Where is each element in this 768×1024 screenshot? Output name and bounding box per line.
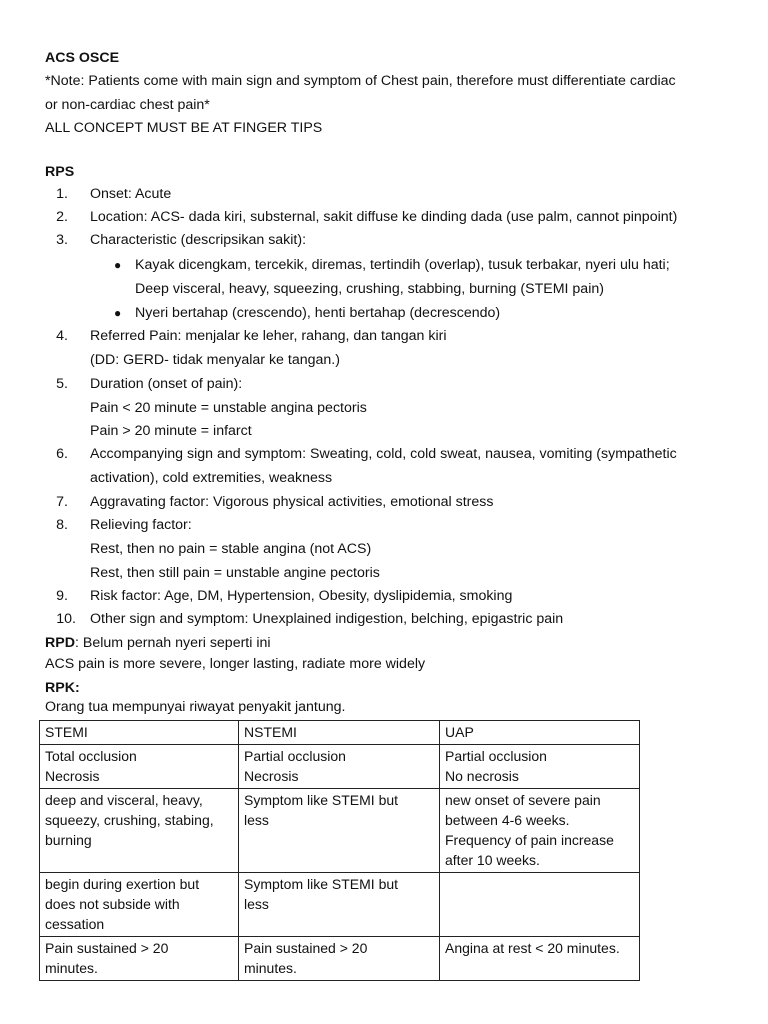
cell-line: Symptom like STEMI but (244, 876, 399, 892)
document-title: ACS OSCE (45, 50, 120, 66)
acs-pain-line: ACS pain is more severe, longer lasting, radiate more widely (45, 656, 426, 672)
cell-line: burning (45, 832, 92, 848)
list-item-text: Other sign and symptom: Unexplained indigestion, belching, epigastric pain (90, 611, 564, 627)
table-row (40, 873, 640, 937)
cell-line: between 4-6 weeks. (445, 812, 570, 828)
cell-line: less (244, 812, 269, 828)
list-number: 10. (56, 611, 76, 627)
cell-line: minutes. (244, 960, 297, 976)
cell-line: Necrosis (244, 768, 299, 784)
cell-line: Necrosis (45, 768, 100, 784)
cell-line: Partial occlusion (445, 748, 547, 764)
cell-line: deep and visceral, heavy, (45, 792, 203, 808)
cell-line: No necrosis (445, 768, 519, 784)
rpd-line (45, 636, 271, 650)
list-item-text: Accompanying sign and symptom: Sweating, cold, cold sweat, nausea, vomiting (sympathetic (90, 446, 677, 462)
list-number: 5. (56, 376, 68, 392)
rpk-text: Orang tua mempunyai riwayat penyakit jantung. (45, 699, 346, 715)
list-item-text: Onset: Acute (90, 186, 172, 202)
bullet-icon: ● (114, 258, 122, 272)
table-cell (40, 745, 239, 789)
list-item-text: Aggravating factor: Vigorous physical activities, emotional stress (90, 494, 494, 510)
table-cell (40, 937, 239, 981)
list-item-text: Rest, then still pain = unstable angine pectoris (90, 565, 380, 581)
bullet-text: Deep visceral, heavy, squeezing, crushing, stabbing, burning (STEMI pain) (135, 281, 604, 297)
table-row (40, 745, 640, 789)
table-cell (440, 745, 640, 789)
list-item-text: (DD: GERD- tidak menyalar ke tangan.) (90, 352, 340, 368)
table-cell (440, 789, 640, 873)
table-cell (239, 937, 440, 981)
header-cell-stemi: STEMI (40, 721, 239, 745)
list-number: 9. (56, 588, 68, 604)
rpd-label: RPD (45, 635, 75, 651)
list-item-text: Referred Pain: menjalar ke leher, rahang, dan tangan kiri (90, 328, 447, 344)
list-item-text: Relieving factor: (90, 517, 192, 533)
cell-line: minutes. (45, 960, 98, 976)
table-cell (40, 789, 239, 873)
note-line-1: *Note: Patients come with main sign and symptom of Chest pain, therefore must differentiate cardiac (45, 73, 676, 89)
list-item-text: Risk factor: Age, DM, Hypertension, Obesity, dyslipidemia, smoking (90, 588, 513, 604)
bullet-text: Kayak dicengkam, tercekik, diremas, tertindih (overlap), tusuk terbakar, nyeri ulu hati; (135, 257, 670, 273)
header-cell-uap: UAP (440, 721, 640, 745)
table-cell-empty (440, 873, 640, 937)
cell-line: after 10 weeks. (445, 852, 540, 868)
table-cell (239, 745, 440, 789)
list-item-text: Pain < 20 minute = unstable angina pectoris (90, 400, 367, 416)
bullet-text: Nyeri bertahap (crescendo), henti bertahap (decrescendo) (135, 305, 501, 321)
table-row (40, 937, 640, 981)
list-item-text: Rest, then no pain = stable angina (not ACS) (90, 541, 372, 557)
cell-line: less (244, 896, 269, 912)
cell-line: Pain sustained > 20 (244, 940, 368, 956)
list-item-text: Characteristic (descripsikan sakit): (90, 232, 307, 248)
cell-line: Partial occlusion (244, 748, 346, 764)
table-cell (40, 873, 239, 937)
list-item-text: Duration (onset of pain): (90, 376, 243, 392)
list-number: 6. (56, 446, 68, 462)
list-number: 3. (56, 232, 68, 248)
concept-line: ALL CONCEPT MUST BE AT FINGER TIPS (45, 120, 323, 136)
comparison-table (39, 720, 640, 981)
table-cell (440, 937, 640, 981)
cell-line: does not subside with (45, 896, 180, 912)
cell-line: Frequency of pain increase (445, 832, 614, 848)
cell-line: Angina at rest < 20 minutes. (445, 940, 620, 956)
list-number: 8. (56, 517, 68, 533)
rps-heading: RPS (45, 164, 75, 180)
list-item-text: Location: ACS- dada kiri, substernal, sakit diffuse ke dinding dada (use palm, cannot pinpoint) (90, 209, 678, 225)
cell-line: Pain sustained > 20 (45, 940, 169, 956)
table-cell (239, 789, 440, 873)
rpd-text: : Belum pernah nyeri seperti ini (74, 635, 271, 651)
rpk-colon: : (74, 680, 80, 696)
list-item-text: activation), cold extremities, weakness (90, 470, 333, 486)
table-cell (239, 873, 440, 937)
rpk-label: RPK (45, 680, 75, 696)
cell-line: new onset of severe pain (445, 792, 601, 808)
bullet-icon: ● (114, 306, 122, 320)
rpk-line (45, 681, 80, 695)
cell-line: begin during exertion but (45, 876, 200, 892)
list-number: 2. (56, 209, 68, 225)
header-cell-nstemi: NSTEMI (239, 721, 440, 745)
cell-line: squeezy, crushing, stabing, (45, 812, 214, 828)
list-number: 7. (56, 494, 68, 510)
list-number: 4. (56, 328, 68, 344)
note-line-2: or non-cardiac chest pain* (45, 97, 210, 113)
list-item-text: Pain > 20 minute = infarct (90, 423, 252, 439)
table-header-row (40, 721, 640, 745)
cell-line: Total occlusion (45, 748, 137, 764)
cell-line: cessation (45, 916, 105, 932)
cell-line: Symptom like STEMI but (244, 792, 399, 808)
list-number: 1. (56, 186, 68, 202)
table-row (40, 789, 640, 873)
